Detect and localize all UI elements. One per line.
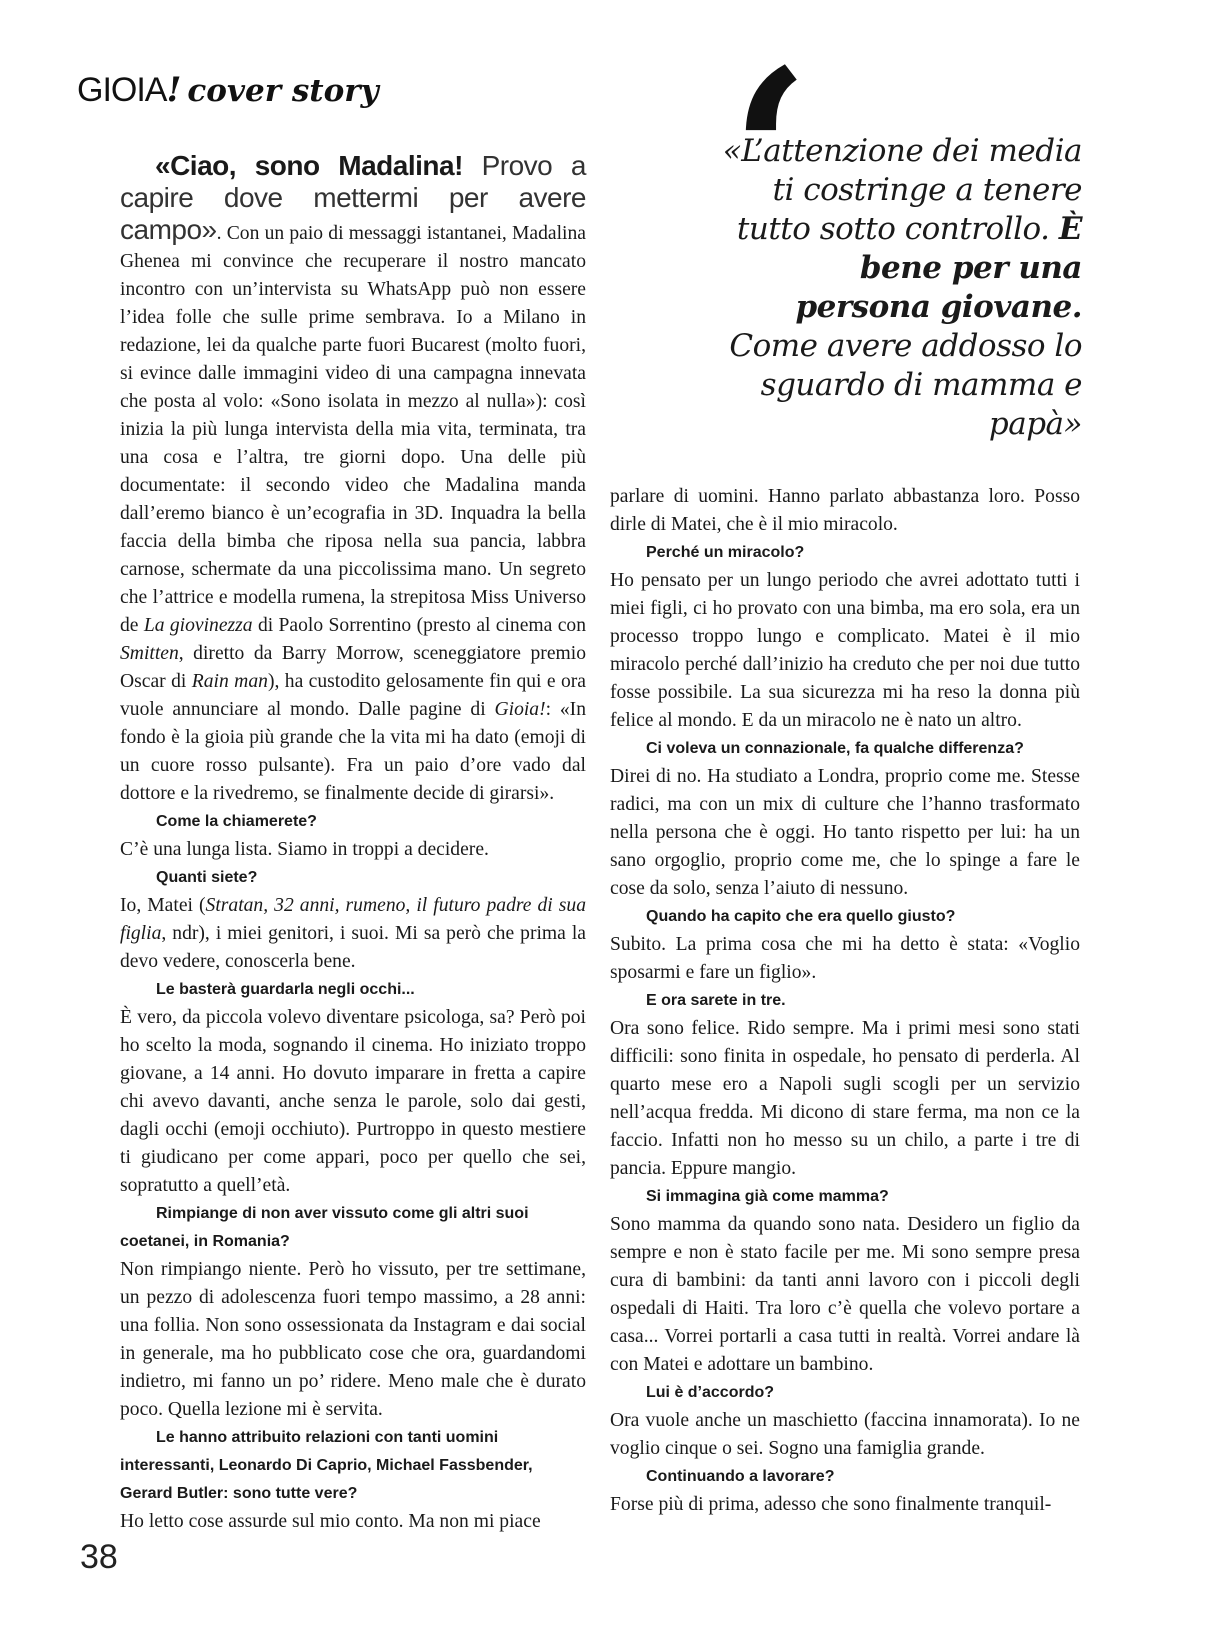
intro-paragraph bbox=[120, 152, 586, 808]
intro-text: di Paolo Sorrentino (presto al cinema con bbox=[252, 615, 586, 636]
section-title: cover story bbox=[187, 73, 379, 109]
intro-text: ), ha custodito gelosamente fin qui e ora vuole annunciare al mondo. Dalle pagine di bbox=[120, 671, 587, 720]
question: Rimpiange di non aver vissuto come gli altri suoi coetanei, in Romania? bbox=[120, 1205, 529, 1250]
question: Lui è d’accordo? bbox=[646, 1384, 775, 1401]
left-column bbox=[120, 152, 586, 1536]
question: E ora sarete in tre. bbox=[646, 992, 786, 1009]
lead-bold: «Ciao, sono Madalina! bbox=[155, 150, 463, 181]
film-title: Smitten bbox=[120, 643, 179, 664]
question: Perché un miracolo? bbox=[646, 544, 805, 561]
question: Continuando a lavorare? bbox=[646, 1468, 835, 1485]
answer: Ho pensato per un lungo periodo che avrei adottato tutti i miei figli, ci ho provato con una bimba, ma ero sola, era un processo troppo lungo e complicato. Matei è il mio miracolo perché dall’inizio ha creduto che per noi due tutto fosse possibile. La sua sicurezza mi ha reso la donna più felice al mondo. E da un miracolo ne è nato un altro. bbox=[610, 570, 1080, 731]
magazine-name: Gioia! bbox=[494, 699, 546, 720]
question: Le hanno attribuito relazioni con tanti uomini interessanti, Leonardo Di Caprio, Michael Fassbender, Gerard Butler: sono tutte vere? bbox=[120, 1429, 533, 1502]
masthead bbox=[77, 70, 379, 120]
answer: C’è una lunga lista. Siamo in troppi a decidere. bbox=[120, 839, 489, 860]
answer: Ho letto cose assurde sul mio conto. Ma non mi piace bbox=[120, 1511, 541, 1532]
answer: Non rimpiango niente. Però ho vissuto, per tre settimane, un pezzo di adolescenza fuori tempo massimo, a 28 anni: una follia. Non sono ossessionata da Instagram e dai social in generale, ma ho pubblicato cose che ora, guardandomi indietro, mi fanno un po’ ridere. Meno male che è durato poco. Quella lezione mi è servita. bbox=[120, 1259, 586, 1420]
brand-logo: GIOIA bbox=[77, 71, 167, 109]
pull-quote-text-end: Come avere addosso lo sguardo di mamma e papà» bbox=[729, 328, 1082, 442]
question: Le basterà guardarla negli occhi... bbox=[156, 981, 415, 998]
answer: Sono mamma da quando sono nata. Desidero un figlio da sempre e non è stato facile per me. Mi sono sempre presa cura di bambini: da tanti anni lavoro con i piccoli degli ospedali di Haiti. Tra loro c’è quella che volevo portare a casa... Vorrei portarli a casa tutti in realtà. Vorrei andare là con Matei e adottare un bambino. bbox=[610, 1214, 1080, 1375]
right-column bbox=[610, 483, 1080, 1519]
answer-text: Io, Matei ( bbox=[120, 895, 206, 916]
intro-text: . Con un paio di messaggi istantanei, Madalina Ghenea mi convince che recuperare il nostro mancato incontro con un’intervista su WhatsApp può non essere l’idea folle che sulle prime sembrava. Io a Milano in redazione, lei da qualche parte fuori Bucarest (molto fuori, si evince dalle immagini video di una campagna innevata che posta al volo: «Sono isolata in mezzo al nulla»): così inizia la più lunga intervista della mia vita, terminata, tra una cosa e l’altra, tre giorni dopo. Una delle più documentate: il secondo video che Madalina manda dall’eremo bianco è un’ecografia in 3D. Inquadra la bella faccia della bimba che riposa nella sua pancia, labbra carnose, schermate da una piccolissima mano. Un segreto che l’attrice e modella rumena, la strepitosa Miss Universo de bbox=[120, 223, 586, 636]
question: Si immagina già come mamma? bbox=[646, 1188, 889, 1205]
answer: parlare di uomini. Hanno parlato abbastanza loro. Posso dirle di Matei, che è il mio miracolo. bbox=[610, 486, 1080, 535]
question: Quando ha capito che era quello giusto? bbox=[646, 908, 956, 925]
answer: Subito. La prima cosa che mi ha detto è stata: «Voglio sposarmi e fare un figlio». bbox=[610, 934, 1080, 983]
question: Quanti siete? bbox=[156, 869, 258, 886]
answer-note: Stratan, 32 anni, rumeno, il futuro padre di sua figlia bbox=[120, 895, 587, 944]
intro-text: , diretto da Barry Morrow, sceneggiatore premio Oscar di bbox=[120, 643, 586, 692]
quote-mark-icon: ‘ bbox=[730, 20, 811, 290]
question: Ci voleva un connazionale, fa qualche differenza? bbox=[646, 740, 1024, 757]
answer: Ora sono felice. Rido sempre. Ma i primi mesi sono stati difficili: sono finita in ospedale, ho pensato di perderla. Al quarto mese ero a Napoli sugli scogli per un servizio nell’acqua fredda. Mi dicono di stare ferma, ma non ce la faccio. Infatti non ho messo su un chilo, a parte i tre di pancia. Eppure mangio. bbox=[610, 1018, 1080, 1179]
question: Come la chiamerete? bbox=[156, 813, 317, 830]
pull-quote bbox=[720, 132, 1082, 444]
lead-light: Provo a capire dove mettermi per avere campo» bbox=[120, 150, 586, 245]
answer bbox=[120, 892, 586, 976]
film-title: La giovinezza bbox=[143, 615, 253, 636]
pull-quote-bold: È bene per una persona giovane. bbox=[795, 211, 1082, 325]
answer: È vero, da piccola volevo diventare psicologa, sa? Però poi ho scelto la moda, sognando il cinema. Ho iniziato troppo giovane, a 14 anni. Ho dovuto imparare in fretta a capire chi avevo davanti, anche senza le parole, solo dai gesti, dagli occhi (emoji occhiuto). Purtroppo in questo mestiere ti giudicano per come appari, poco per quello che sei, sopratutto a quell’età. bbox=[120, 1007, 586, 1196]
answer-text: , ndr), i miei genitori, i suoi. Mi sa però che prima la devo vedere, conoscerla bene. bbox=[120, 923, 586, 972]
answer: Direi di no. Ha studiato a Londra, proprio come me. Stesse radici, ma con un mix di culture che l’hanno trasformato nella persona che è oggi. Ho tanto rispetto per lui: ha un sano orgoglio, proprio come me, che lo spinge a fare le cose da solo, senza l’aiuto di nessuno. bbox=[610, 766, 1080, 899]
answer: Ora vuole anche un maschietto (faccina innamorata). Io ne voglio cinque o sei. Sogno una famiglia grande. bbox=[610, 1410, 1080, 1459]
pull-quote-text: «L’attenzione dei media ti costringe a tenere tutto sotto controllo. bbox=[722, 133, 1082, 247]
page-number: 38 bbox=[80, 1538, 118, 1576]
intro-text: : «In fondo è la gioia più grande che la vita mi ha dato (emoji di un cuore rosso pulsante). Fra un paio d’ore vado dal dottore e la rivedremo, se finalmente decide di girarsi». bbox=[120, 699, 586, 804]
answer: Forse più di prima, adesso che sono finalmente tranquil- bbox=[610, 1494, 1052, 1515]
film-title: Rain man bbox=[191, 671, 268, 692]
brand-mark: ! bbox=[166, 70, 182, 110]
